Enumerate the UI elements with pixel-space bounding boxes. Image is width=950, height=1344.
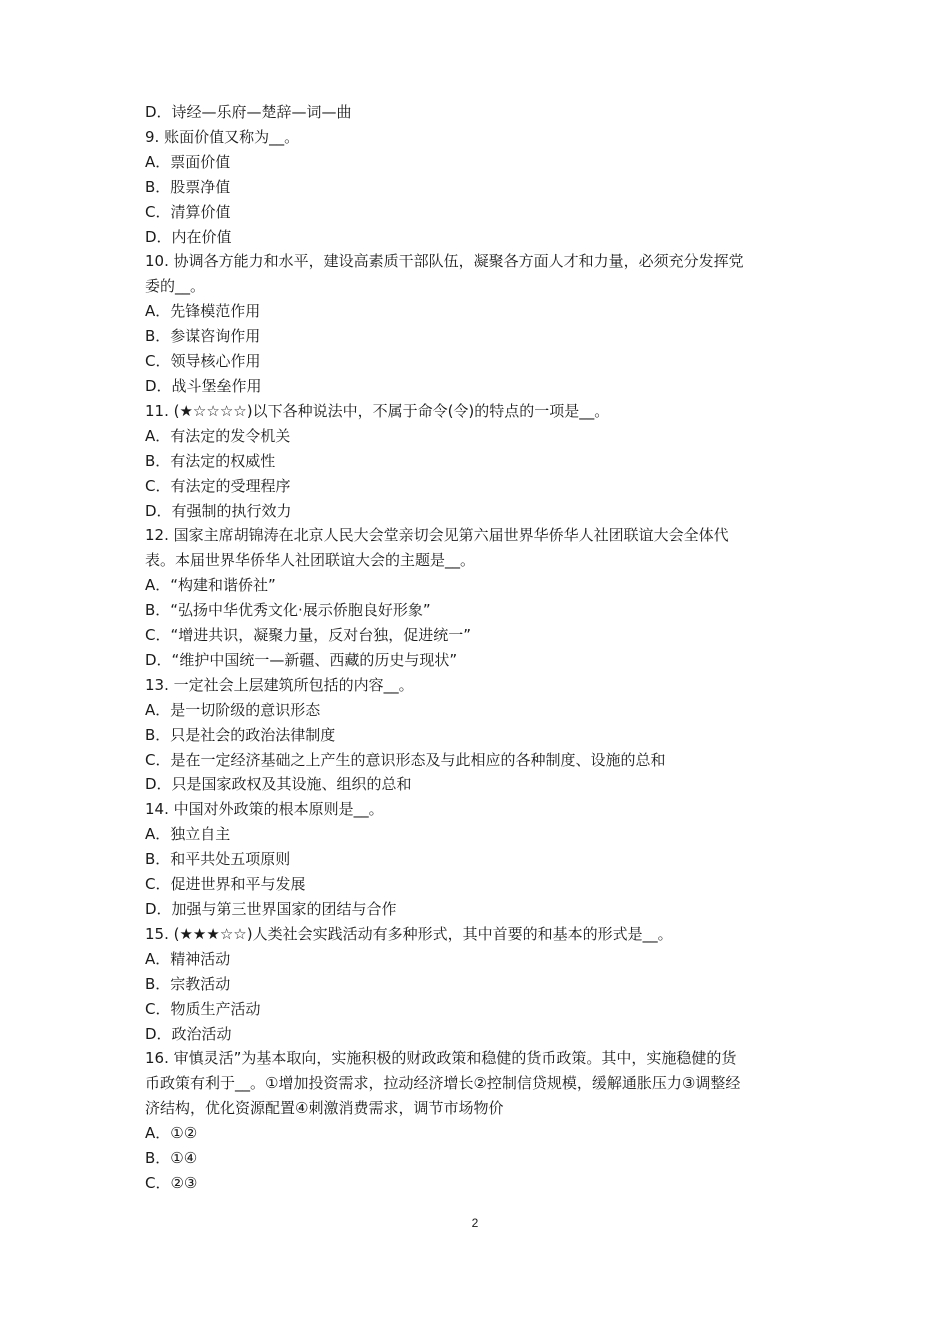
page-number: 2 — [471, 1216, 479, 1230]
option-line: C．清算价值 — [145, 202, 231, 221]
option-line: C．促进世界和平与发展 — [145, 875, 306, 894]
question-16-cont: 济结构，优化资源配置④刺激消费需求，调节市场物价 — [145, 1099, 504, 1118]
option-line: C．有法定的受理程序 — [145, 476, 291, 495]
option-line: A．票面价值 — [145, 152, 231, 171]
option-line: B．①④ — [145, 1149, 198, 1168]
question-10-cont: 委的__。 — [145, 277, 206, 296]
option-line: B．“弘扬中华优秀文化·展示侨胞良好形象” — [145, 601, 431, 620]
option-line: C．“增进共识，凝聚力量，反对台独，促进统一” — [145, 626, 472, 645]
option-line: B．只是社会的政治法律制度 — [145, 725, 336, 744]
option-line: A．“构建和谐侨社” — [145, 576, 276, 595]
option-line: C．领导核心作用 — [145, 352, 261, 371]
question-13: 13. 一定社会上层建筑所包括的内容__。 — [145, 675, 414, 694]
option-line: B．股票净值 — [145, 177, 231, 196]
option-line: A．①② — [145, 1124, 198, 1143]
question-9: 9. 账面价值又称为__。 — [145, 127, 300, 146]
question-15: 15. (★★★☆☆)人类社会实践活动有多种形式，其中首要的和基本的形式是__。 — [145, 924, 673, 943]
question-12: 12. 国家主席胡锦涛在北京人民大会堂亲切会见第六届世界华侨华人社团联谊大会全体代 — [145, 526, 729, 545]
option-line: C．物质生产活动 — [145, 999, 261, 1018]
option-line: D．战斗堡垒作用 — [145, 376, 262, 395]
document-body — [145, 100, 825, 1196]
option-line: A．精神活动 — [145, 949, 231, 968]
text-line: D．诗经—乐府—楚辞—词—曲 — [145, 103, 352, 121]
option-line: B．宗教活动 — [145, 974, 231, 993]
option-line: B．有法定的权威性 — [145, 451, 276, 470]
option-line: D．有强制的执行效力 — [145, 501, 292, 520]
option-line: C．是在一定经济基础之上产生的意识形态及与此相应的各种制度、设施的总和 — [145, 750, 666, 769]
question-12-cont: 表。本届世界华侨华人社团联谊大会的主题是__。 — [145, 551, 476, 570]
question-11: 11. (★☆☆☆☆)以下各种说法中，不属于命令(令)的特点的一项是__。 — [145, 401, 610, 420]
option-line: D．“维护中国统一—新疆、西藏的历史与现状” — [145, 650, 458, 669]
option-line: D．内在价值 — [145, 227, 232, 246]
option-line: B．参谋咨询作用 — [145, 327, 261, 346]
question-16: 16. 审慎灵活”为基本取向，实施积极的财政政策和稳健的货币政策。其中，实施稳健的货 — [145, 1049, 737, 1068]
option-line: A．是一切阶级的意识形态 — [145, 700, 321, 719]
option-line: A．有法定的发令机关 — [145, 426, 291, 445]
question-14: 14. 中国对外政策的根本原则是__。 — [145, 800, 384, 819]
option-line: D．只是国家政权及其设施、组织的总和 — [145, 775, 412, 794]
option-line: D．加强与第三世界国家的团结与合作 — [145, 900, 397, 918]
option-line: A．先锋模范作用 — [145, 302, 261, 321]
question-10: 10. 协调各方能力和水平，建设高素质干部队伍，凝聚各方面人才和力量，必须充分发挥党 — [145, 252, 744, 271]
option-line: A．独立自主 — [145, 825, 231, 844]
option-line: C．②③ — [145, 1173, 198, 1192]
option-line: D．政治活动 — [145, 1024, 232, 1043]
question-16-cont: 币政策有利于__。①增加投资需求，拉动经济增长②控制信贷规模，缓解通胀压力③调整经 — [145, 1074, 741, 1093]
option-line: B．和平共处五项原则 — [145, 850, 291, 869]
